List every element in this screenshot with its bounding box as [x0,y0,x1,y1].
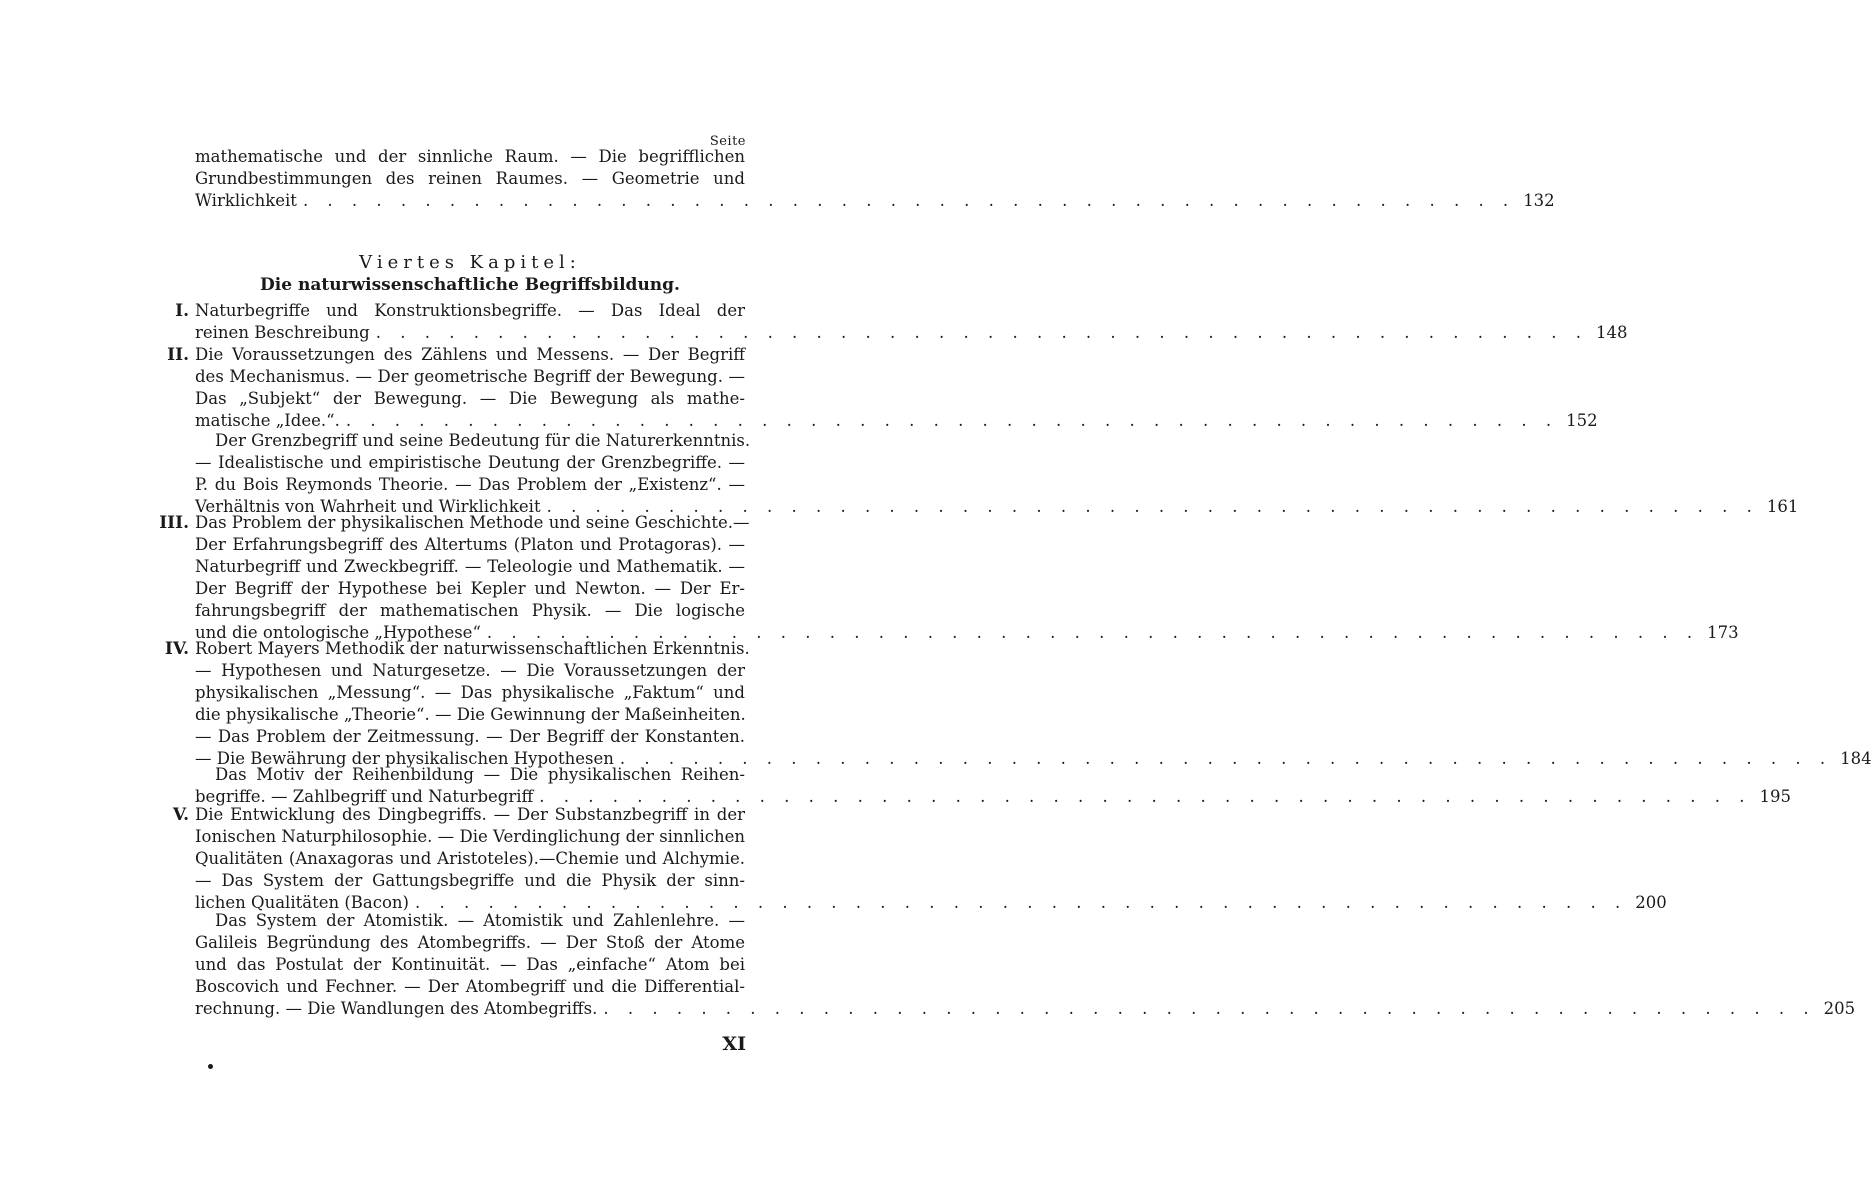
toc-line-text: lichen Qualitäten (Bacon) [195,893,409,912]
toc-line-text: begriffe. — Zahlbegriff und Naturbegriff [195,787,534,806]
chapter-title: Viertes Kapitel: [359,252,581,273]
toc-line: Qualitäten (Anaxagoras und Aristoteles).—Chemie und Alchymie. [195,849,745,868]
leader-dots: . . . . . . . . . . . . . . . . . . . . . . . . . . . . . . . . . . . . . . . . . . . . . . . . . . [345,411,1559,430]
page-number: 184 [1840,749,1872,768]
toc-entry-III [159,512,1739,644]
leader-dots: . . . . . . . . . . . . . . . . . . . . . . . . . . . . . . . . . . . . . . . . . . . . . . . . . . [619,749,1833,768]
section-number: IV. [164,639,189,659]
page-number: 132 [1523,191,1555,210]
section-number: III. [159,513,189,533]
leader-dots: . . . . . . . . . . . . . . . . . . . . . . . . . . . . . . . . . . . . . . . . . . . . . . . . . . [302,191,1516,210]
toc-line: Der Grenzbegriff und seine Bedeutung für die Naturerkenntnis. [215,431,751,450]
toc-line-text: Wirklichkeit [195,191,297,210]
section-number: V. [172,805,189,825]
toc-line-final [195,410,1598,432]
toc-entry-II-cont [195,430,1799,518]
page-number-roman: XI [722,1033,746,1055]
leader-dots: . . . . . . . . . . . . . . . . . . . . . . . . . . . . . . . . . . . . . . . . . . . . . . . . . . [546,497,1759,516]
toc-line-text: — Die Bewährung der physikalischen Hypothesen [195,749,614,768]
toc-line: Die Entwicklung des Dingbegriffs. — Der Substanzbegriff in der [195,805,745,824]
page-number: 173 [1707,623,1739,642]
page-number: 200 [1635,893,1667,912]
toc-line: fahrungsbegriff der mathematischen Physik. — Die logische [195,601,745,620]
toc-entry-I [175,300,1628,344]
toc-entry-IV-cont [195,764,1792,808]
toc-line: — Das Problem der Zeitmessung. — Der Begriff der Konstanten. [195,727,745,746]
page-number: 205 [1823,999,1856,1018]
page-number: 148 [1595,323,1628,342]
toc-line: Das „Subjekt“ der Bewegung. — Die Bewegung als mathe- [195,389,745,408]
toc-line: Der Begriff der Hypothese bei Kepler und Newton. — Der Er- [195,579,745,598]
toc-line: des Mechanismus. — Der geometrische Begriff der Bewegung. — [195,367,745,386]
toc-line: die physikalische „Theorie“. — Die Gewinnung der Maßeinheiten. [195,705,746,724]
toc-line: und das Postulat der Kontinuität. — Das „einfache“ Atom bei [195,955,745,974]
toc-line: — Idealistische und empiristische Deutung der Grenzbegriffe. — [195,453,745,472]
leader-dots: . . . . . . . . . . . . . . . . . . . . . . . . . . . . . . . . . . . . . . . . . . . . . . . . . . [486,623,1700,642]
leader-dots: . . . . . . . . . . . . . . . . . . . . . . . . . . . . . . . . . . . . . . . . . . . . . . . . . . [375,323,1588,342]
toc-line: mathematische und der sinnliche Raum. — Die begrifflichen [195,147,745,166]
toc-line-final [195,322,1628,344]
toc-line: P. du Bois Reymonds Theorie. — Das Problem der „Existenz“. — [195,475,745,494]
toc-line: Naturbegriff und Zweckbegriff. — Teleologie und Mathematik. — [195,557,745,576]
toc-line-text: matische „Idee.“. [195,411,340,430]
toc-line: Die Voraussetzungen des Zählens und Messens. — Der Begriff [195,345,745,364]
toc-line: physikalischen „Messung“. — Das physikalische „Faktum“ und [195,683,745,702]
toc-line: Das Motiv der Reihenbildung — Die physikalischen Reihen- [215,765,745,784]
toc-line: — Hypothesen und Naturgesetze. — Die Voraussetzungen der [195,661,745,680]
toc-line: Der Erfahrungsbegriff des Altertums (Platon und Protagoras). — [195,535,745,554]
toc-line-text: und die ontologische „Hypothese“ [195,623,481,642]
toc-line: — Das System der Gattungsbegriffe und die Physik der sinn- [195,871,745,890]
toc-line: Robert Mayers Methodik der naturwissenschaftlichen Erkenntnis. [195,639,750,658]
toc-entry-IV [164,638,1872,770]
toc-line-text: Verhältnis von Wahrheit und Wirklichkeit [195,497,541,516]
section-number: II. [167,345,189,365]
toc-entry-II [167,344,1598,432]
toc-entry-V [172,804,1667,914]
leader-dots: . . . . . . . . . . . . . . . . . . . . . . . . . . . . . . . . . . . . . . . . . . . . . . . . . . [603,999,1816,1018]
page-number: 152 [1566,411,1598,430]
ink-speck [208,1064,213,1069]
leader-dots: . . . . . . . . . . . . . . . . . . . . . . . . . . . . . . . . . . . . . . . . . . . . . . . . . . [539,787,1752,806]
toc-line-text: rechnung. — Die Wandlungen des Atombegriffs. [195,999,598,1018]
toc-line: Das System der Atomistik. — Atomistik und Zahlenlehre. — [215,911,745,930]
section-number: I. [175,301,189,321]
toc-line: Naturbegriffe und Konstruktionsbegriffe. — Das Ideal der [195,301,745,320]
toc-line: Grundbestimmungen des reinen Raumes. — Geometrie und [195,169,745,188]
toc-line: Ionischen Naturphilosophie. — Die Verdinglichung der sinnlichen [195,827,745,846]
toc-line-final [195,190,1555,212]
seite-header: Seite [709,134,746,149]
page-number: 161 [1766,497,1799,516]
leader-dots: . . . . . . . . . . . . . . . . . . . . . . . . . . . . . . . . . . . . . . . . . . . . . . . . . . [414,893,1628,912]
toc-line: Boscovich und Fechner. — Der Atombegriff und die Differential- [195,977,745,996]
chapter-subtitle: Die naturwissenschaftliche Begriffsbildung. [260,275,680,295]
toc-line: Galileis Begründung des Atombegriffs. — Der Stoß der Atome [195,933,745,952]
toc-line-final [195,998,1856,1020]
toc-entry-top [195,146,1555,212]
toc-entry-V-cont [195,910,1856,1020]
toc-line-text: reinen Beschreibung [195,323,370,342]
toc-line: Das Problem der physikalischen Methode und seine Geschichte.— [195,513,750,532]
page-number: 195 [1759,787,1792,806]
